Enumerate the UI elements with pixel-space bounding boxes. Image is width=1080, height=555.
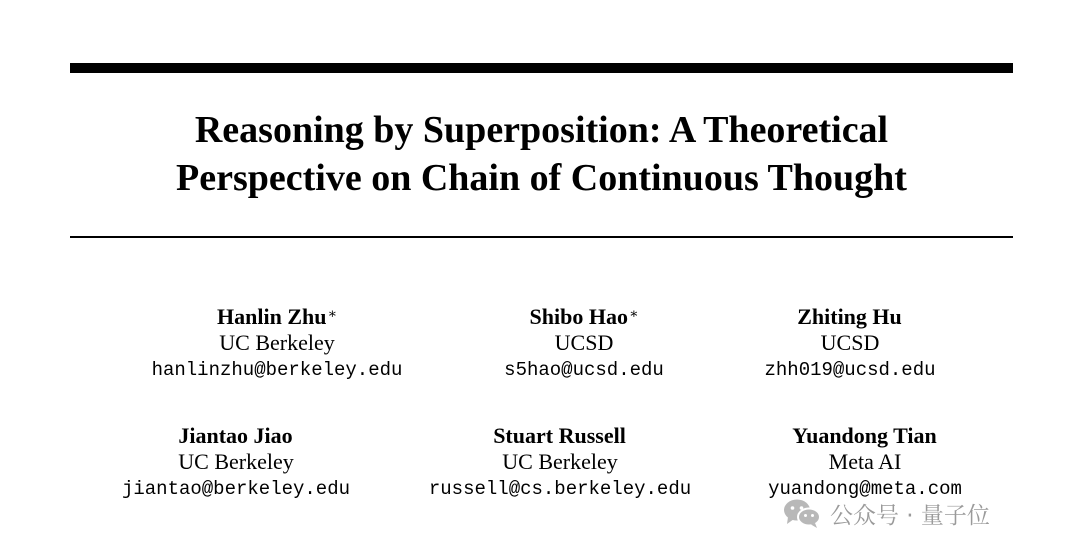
author-email[interactable]: yuandong@meta.com — [768, 478, 962, 500]
author-affiliation: UCSD — [554, 330, 614, 355]
watermark-text: 公众号 · 量子位 — [830, 502, 990, 529]
author-email[interactable]: hanlinzhu@berkeley.edu — [151, 359, 403, 381]
watermark — [782, 495, 990, 531]
author-name: Yuandong Tian — [792, 423, 937, 448]
author-email[interactable]: jiantao@berkeley.edu — [121, 478, 351, 500]
author-block — [685, 423, 1045, 503]
author-block — [670, 304, 1030, 384]
author-affiliation: UC Berkeley — [178, 449, 294, 474]
equal-contribution-mark: ∗ — [327, 307, 337, 322]
author-block — [97, 304, 457, 384]
wechat-icon — [782, 497, 822, 529]
paper-title — [70, 106, 1013, 202]
top-rule — [70, 63, 1013, 73]
author-name: Jiantao Jiao — [178, 423, 293, 448]
author-email[interactable]: russell@cs.berkeley.edu — [428, 478, 692, 500]
author-affiliation: UC Berkeley — [219, 330, 335, 355]
equal-contribution-mark: ∗ — [628, 307, 639, 322]
author-affiliation: UC Berkeley — [502, 449, 618, 474]
author-email[interactable]: zhh019@ucsd.edu — [764, 359, 936, 381]
author-name: Hanlin Zhu∗ — [217, 304, 337, 329]
author-email[interactable]: s5hao@ucsd.edu — [504, 359, 664, 381]
author-block — [56, 423, 416, 503]
author-affiliation: Meta AI — [828, 449, 902, 474]
author-name: Zhiting Hu — [797, 304, 902, 329]
bottom-rule — [70, 236, 1013, 238]
title-line-2: Perspective on Chain of Continuous Thought — [176, 157, 907, 199]
author-name: Stuart Russell — [493, 423, 626, 448]
author-name: Shibo Hao∗ — [529, 304, 639, 329]
author-affiliation: UCSD — [820, 330, 880, 355]
title-line-1: Reasoning by Superposition: A Theoretical — [194, 109, 889, 151]
